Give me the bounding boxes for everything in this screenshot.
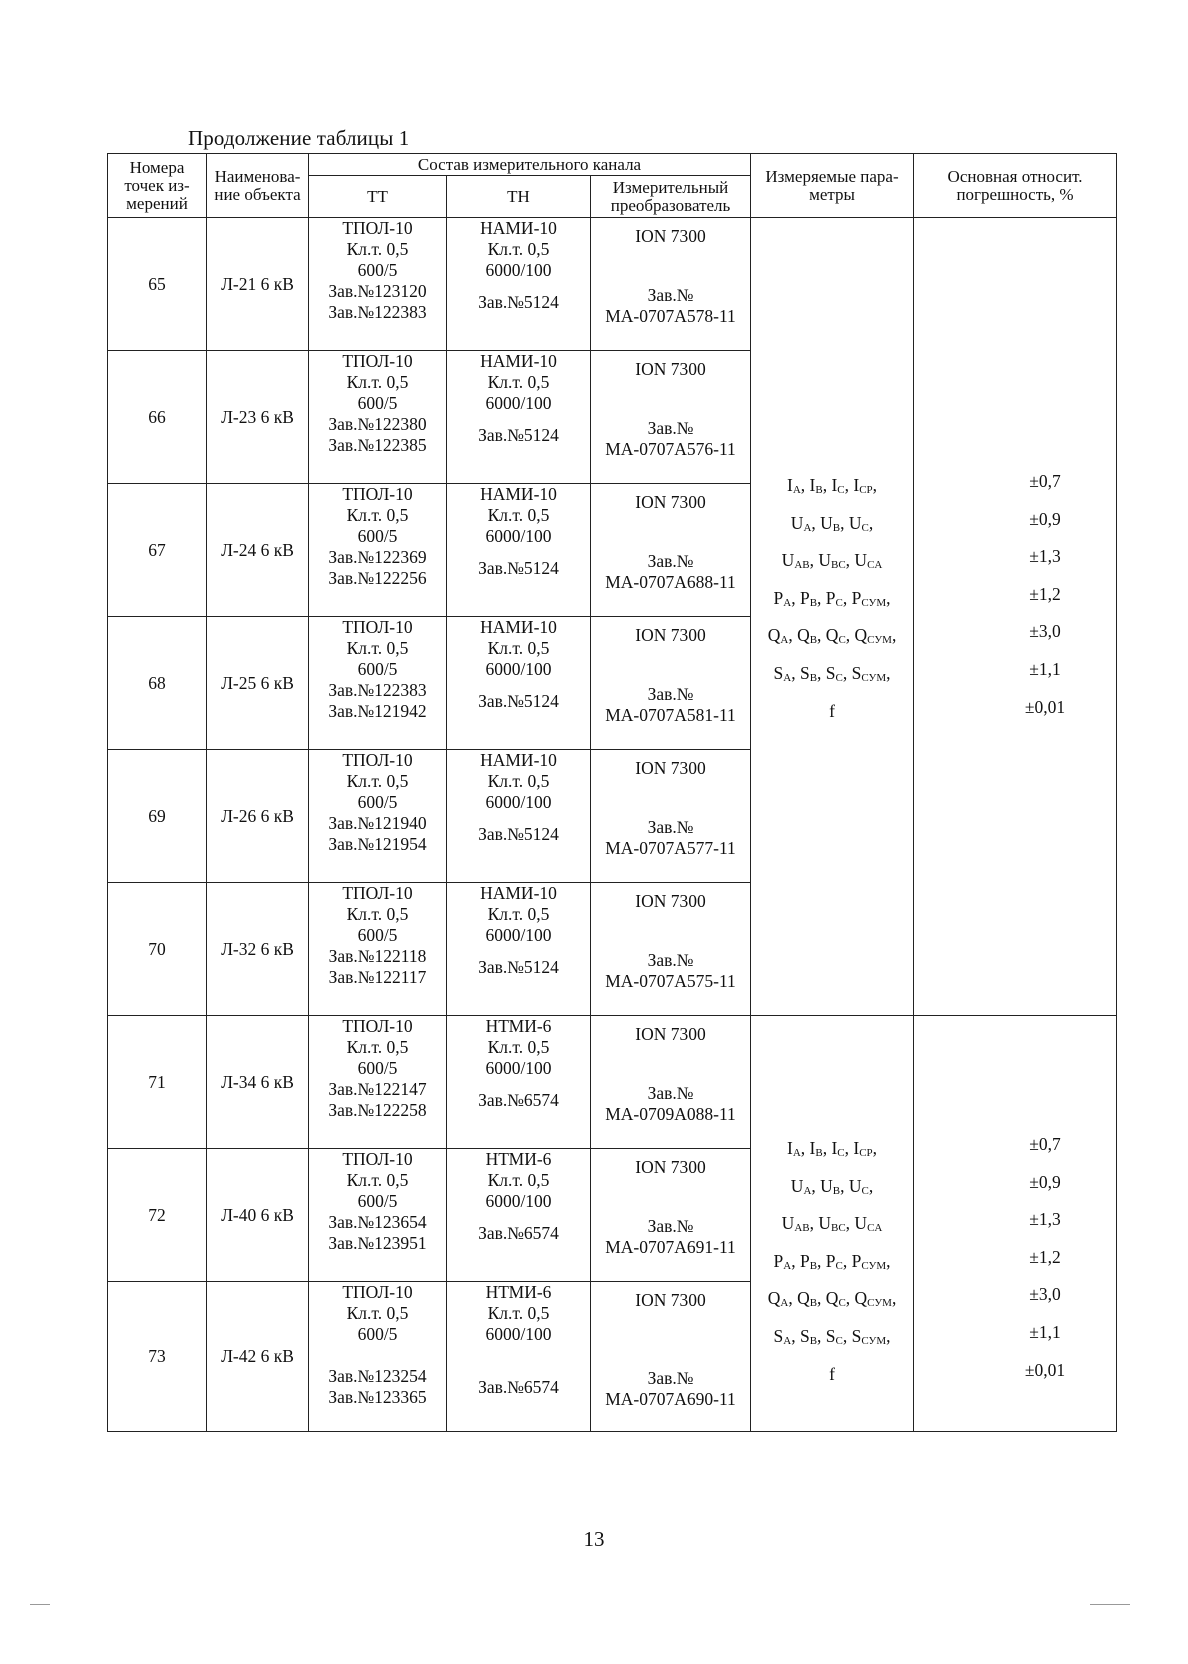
tn-cell (447, 1149, 591, 1282)
tt-line: ТПОЛ-10 (342, 617, 413, 637)
converter-line: Зав.№ (647, 1216, 694, 1236)
point-number: 69 (108, 750, 207, 883)
tt-line: ТПОЛ-10 (342, 1149, 413, 1169)
header-base-error: Основная относит. погрешность, % (914, 154, 1117, 218)
tt-line: Зав.№122380 (328, 414, 427, 434)
table-row (108, 1016, 1117, 1149)
tn-line: Зав.№5124 (478, 292, 559, 312)
point-number: 65 (108, 218, 207, 351)
tn-line: Зав.№5124 (478, 691, 559, 711)
error-value: ±1,1 (1029, 1321, 1061, 1342)
tn-line: НАМИ-10 (480, 351, 557, 371)
param-line: $U_A$, $U_B$, $U_C$, (790, 512, 874, 534)
tn-line: НТМИ-6 (485, 1016, 552, 1036)
tt-line: Кл.т. 0,5 (346, 1170, 409, 1190)
converter-cell (591, 1149, 751, 1282)
converter-line: ION 7300 (635, 891, 706, 911)
object-name: Л-24 6 кВ (207, 484, 309, 617)
header-point-number: Номера точек из- мерений (108, 154, 207, 218)
converter-cell (591, 1282, 751, 1432)
object-name: Л-40 6 кВ (207, 1149, 309, 1282)
error-value: ±0,9 (1029, 1171, 1061, 1192)
converter-line: ION 7300 (635, 1024, 706, 1044)
tt-line: Зав.№121942 (328, 701, 427, 721)
header-measured-params: Измеряемые пара- метры (751, 154, 914, 218)
tt-line: Зав.№123365 (328, 1387, 427, 1407)
error-value: ±0,7 (1029, 471, 1061, 491)
point-number: 70 (108, 883, 207, 1016)
tt-line: 600/5 (357, 1058, 398, 1078)
param-line: $U_{AB}$, $U_{BC}$, $U_{CA}$ (781, 550, 883, 572)
point-number: 71 (108, 1016, 207, 1149)
measured-params-cell (751, 218, 914, 1016)
tt-line: Кл.т. 0,5 (346, 638, 409, 658)
converter-line: Зав.№ (647, 817, 694, 837)
error-value: ±1,3 (1029, 1209, 1061, 1230)
tt-line: ТПОЛ-10 (342, 351, 413, 371)
header-channel-composition: Состав измерительного канала (309, 154, 751, 176)
tn-line: Кл.т. 0,5 (487, 1170, 550, 1190)
tt-line: 600/5 (357, 1191, 398, 1211)
converter-line: Зав.№ (647, 684, 694, 704)
tn-line: Зав.№6574 (478, 1223, 559, 1243)
tn-line: Кл.т. 0,5 (487, 505, 550, 525)
table-row (108, 218, 1117, 351)
tt-line: 600/5 (357, 792, 398, 812)
tt-line: 600/5 (357, 1324, 398, 1344)
converter-line: Зав.№ (647, 418, 694, 438)
converter-line: МА-0707А690-11 (605, 1389, 736, 1409)
tt-line: Зав.№123120 (328, 281, 427, 301)
tn-line: НАМИ-10 (480, 484, 557, 504)
tn-line: Кл.т. 0,5 (487, 771, 550, 791)
point-number: 72 (108, 1149, 207, 1282)
measurement-table (107, 153, 1117, 1432)
tt-cell (309, 1016, 447, 1149)
tt-line: Кл.т. 0,5 (346, 239, 409, 259)
measured-params-cell (751, 1016, 914, 1432)
converter-cell (591, 750, 751, 883)
tn-line: 6000/100 (485, 1191, 552, 1211)
tt-line: Кл.т. 0,5 (346, 904, 409, 924)
converter-line: ION 7300 (635, 1157, 706, 1177)
tn-line: Кл.т. 0,5 (487, 1303, 550, 1323)
tn-line: 6000/100 (485, 1058, 552, 1078)
tn-line: Кл.т. 0,5 (487, 904, 550, 924)
tt-line: 600/5 (357, 925, 398, 945)
converter-line: МА-0707А575-11 (605, 971, 736, 991)
tn-line: 6000/100 (485, 792, 552, 812)
converter-line: МА-0707А581-11 (605, 705, 736, 725)
tn-line (447, 1345, 590, 1366)
tn-line: НАМИ-10 (480, 883, 557, 903)
header-object-name: Наименова- ние объекта (207, 154, 309, 218)
tn-line: 6000/100 (485, 1324, 552, 1344)
tt-line: Кл.т. 0,5 (346, 771, 409, 791)
error-value: ±1,1 (1029, 658, 1061, 679)
tn-line: НАМИ-10 (480, 617, 557, 637)
object-name: Л-42 6 кВ (207, 1282, 309, 1432)
tn-cell (447, 484, 591, 617)
tn-line: Кл.т. 0,5 (487, 1037, 550, 1057)
tn-line: НАМИ-10 (480, 750, 557, 770)
error-value: ±0,9 (1029, 508, 1061, 529)
converter-line: ION 7300 (635, 226, 706, 246)
object-name: Л-23 6 кВ (207, 351, 309, 484)
tt-line: Зав.№122383 (328, 302, 427, 322)
tn-line: Кл.т. 0,5 (487, 372, 550, 392)
converter-line: МА-0707А691-11 (605, 1237, 736, 1257)
param-line: $Q_A$, $Q_B$, $Q_C$, $Q_{СУМ}$, (767, 625, 897, 647)
param-line: $U_A$, $U_B$, $U_C$, (790, 1175, 874, 1197)
tn-cell (447, 883, 591, 1016)
converter-line: Зав.№ (647, 1083, 694, 1103)
param-line: $I_A$, $I_B$, $I_C$, $I_{СР}$, (786, 1138, 878, 1159)
tt-line: Зав.№123254 (328, 1366, 427, 1386)
table-caption: Продолжение таблицы 1 (188, 126, 410, 150)
tt-line: Зав.№122118 (328, 946, 427, 966)
tn-line: Зав.№5124 (478, 425, 559, 445)
page-number: 13 (583, 1527, 605, 1551)
tn-line: НАМИ-10 (480, 218, 557, 238)
point-number: 67 (108, 484, 207, 617)
tt-line: 600/5 (357, 260, 398, 280)
tn-cell (447, 218, 591, 351)
converter-cell (591, 883, 751, 1016)
tt-line: Зав.№122256 (328, 568, 427, 588)
converter-line: Зав.№ (647, 285, 694, 305)
tt-cell (309, 750, 447, 883)
tn-line: 6000/100 (485, 925, 552, 945)
object-name: Л-26 6 кВ (207, 750, 309, 883)
base-error-cell (914, 1016, 1117, 1432)
tn-line: 6000/100 (485, 526, 552, 546)
converter-line: ION 7300 (635, 1290, 706, 1310)
converter-line: ION 7300 (635, 492, 706, 512)
param-line: f (829, 1363, 835, 1384)
tt-line: Зав.№121954 (328, 834, 427, 854)
tt-line: Кл.т. 0,5 (346, 1303, 409, 1323)
converter-cell (591, 617, 751, 750)
tn-line: НТМИ-6 (485, 1282, 552, 1302)
tn-line: Зав.№5124 (478, 558, 559, 578)
tn-line: Зав.№5124 (478, 957, 559, 977)
tt-line: Зав.№122385 (328, 435, 427, 455)
tt-line: 600/5 (357, 393, 398, 413)
point-number: 66 (108, 351, 207, 484)
tn-cell (447, 750, 591, 883)
tn-cell (447, 1282, 591, 1432)
param-line: $P_A$, $P_B$, $P_C$, $P_{СУМ}$, (773, 1250, 891, 1272)
converter-line: ION 7300 (635, 625, 706, 645)
param-line: $S_A$, $S_B$, $S_C$, $S_{СУМ}$, (773, 662, 891, 684)
converter-line: МА-0707А576-11 (605, 439, 736, 459)
tt-line: Кл.т. 0,5 (346, 505, 409, 525)
tt-cell (309, 484, 447, 617)
base-error-cell (914, 218, 1117, 1016)
tn-line: 6000/100 (485, 393, 552, 413)
param-line: $S_A$, $S_B$, $S_C$, $S_{СУМ}$, (773, 1325, 891, 1347)
tt-line: Зав.№122147 (328, 1079, 427, 1099)
tn-line: НТМИ-6 (485, 1149, 552, 1169)
tt-cell (309, 1149, 447, 1282)
scan-speck (30, 1604, 50, 1605)
tt-line: ТПОЛ-10 (342, 1016, 413, 1036)
tt-line: Кл.т. 0,5 (346, 372, 409, 392)
converter-cell (591, 484, 751, 617)
tn-line: 6000/100 (485, 260, 552, 280)
converter-line: ION 7300 (635, 359, 706, 379)
converter-cell (591, 351, 751, 484)
object-name: Л-34 6 кВ (207, 1016, 309, 1149)
point-number: 68 (108, 617, 207, 750)
tt-line: Зав.№122258 (328, 1100, 427, 1120)
tt-cell (309, 617, 447, 750)
converter-line: МА-0707А578-11 (605, 306, 736, 326)
param-line: f (829, 700, 835, 721)
error-value: ±3,0 (1029, 1284, 1061, 1305)
tt-cell (309, 883, 447, 1016)
converter-cell (591, 218, 751, 351)
param-line: $U_{AB}$, $U_{BC}$, $U_{CA}$ (781, 1213, 883, 1235)
param-line: $P_A$, $P_B$, $P_C$, $P_{СУМ}$, (773, 587, 891, 609)
tn-cell (447, 351, 591, 484)
tt-cell (309, 351, 447, 484)
tt-line: 600/5 (357, 526, 398, 546)
tn-line: Зав.№5124 (478, 824, 559, 844)
object-name: Л-21 6 кВ (207, 218, 309, 351)
tt-line: Зав.№123654 (328, 1212, 427, 1232)
error-value: ±1,2 (1029, 583, 1061, 604)
converter-line: Зав.№ (647, 551, 694, 571)
error-value: ±1,3 (1029, 546, 1061, 567)
converter-line: ION 7300 (635, 758, 706, 778)
object-name: Л-32 6 кВ (207, 883, 309, 1016)
object-name: Л-25 6 кВ (207, 617, 309, 750)
tn-line: Зав.№6574 (478, 1377, 559, 1397)
tt-line: Зав.№122369 (328, 547, 427, 567)
param-line: $I_A$, $I_B$, $I_C$, $I_{СР}$, (786, 475, 878, 496)
converter-line: МА-0709А088-11 (605, 1104, 736, 1124)
header-converter: Измерительный преобразователь (591, 176, 751, 218)
tt-line: ТПОЛ-10 (342, 218, 413, 238)
tt-line: ТПОЛ-10 (342, 484, 413, 504)
converter-line: МА-0707А577-11 (605, 838, 736, 858)
tt-line: Зав.№122383 (328, 680, 427, 700)
scan-speck (1090, 1604, 1130, 1605)
tn-cell (447, 617, 591, 750)
tt-line: 600/5 (357, 659, 398, 679)
error-value: ±1,2 (1029, 1246, 1061, 1267)
converter-line: МА-0707А688-11 (605, 572, 736, 592)
error-value: ±3,0 (1029, 621, 1061, 642)
header-tn: ТН (447, 176, 591, 218)
tt-line: ТПОЛ-10 (342, 1282, 413, 1302)
header-tt: ТТ (309, 176, 447, 218)
error-value: ±0,01 (1024, 1359, 1066, 1380)
tt-line: Зав.№123951 (328, 1233, 427, 1253)
point-number: 73 (108, 1282, 207, 1432)
tt-line: Зав.№121940 (328, 813, 427, 833)
tn-line: Кл.т. 0,5 (487, 638, 550, 658)
tt-line: ТПОЛ-10 (342, 883, 413, 903)
converter-cell (591, 1016, 751, 1149)
tn-line: Зав.№6574 (478, 1090, 559, 1110)
tt-cell (309, 1282, 447, 1432)
tn-line: 6000/100 (485, 659, 552, 679)
tt-cell (309, 218, 447, 351)
param-line: $Q_A$, $Q_B$, $Q_C$, $Q_{СУМ}$, (767, 1288, 897, 1310)
converter-line: Зав.№ (647, 950, 694, 970)
tt-line: ТПОЛ-10 (342, 750, 413, 770)
tt-line: Зав.№122117 (328, 967, 427, 987)
converter-line: Зав.№ (647, 1368, 694, 1388)
tt-line: Кл.т. 0,5 (346, 1037, 409, 1057)
tt-line (309, 1345, 446, 1366)
error-value: ±0,01 (1024, 696, 1066, 717)
error-value: ±0,7 (1029, 1134, 1061, 1154)
tn-line: Кл.т. 0,5 (487, 239, 550, 259)
tn-cell (447, 1016, 591, 1149)
